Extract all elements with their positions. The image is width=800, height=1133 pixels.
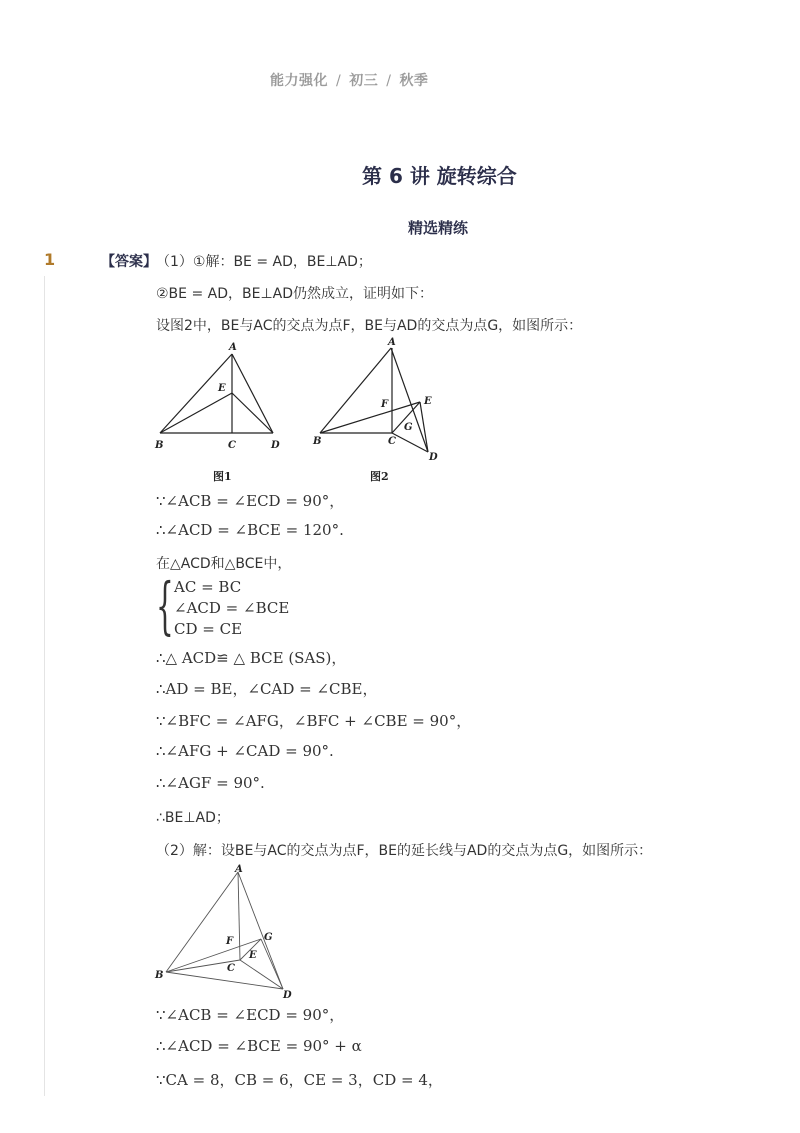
proof-line: ∴△ ACD≌ △ BCE (SAS)， [156,649,347,667]
fig1-caption: 图1 [213,470,232,483]
answer-line: 设图2中，BE与AC的交点为点F，BE与AD的交点为点G，如图所示： [156,318,583,334]
answer-tag: 【答案】 [101,254,157,270]
proof-line: ∴∠ACD = ∠BCE = 90° + α [156,1037,362,1055]
fig2-caption: 图2 [370,470,389,483]
breadcrumb-item: 能力强化 [270,73,328,89]
proof-line: ∵∠ACB = ∠ECD = 90°， [156,492,345,510]
proof-line: ∵CA = 8，CB = 6，CE = 3，CD = 4， [156,1071,443,1089]
margin-rule [44,276,45,1096]
answer-line: ②BE = AD，BE⊥AD仍然成立，证明如下： [156,286,433,302]
fig3-label-e: E [249,950,257,961]
fig2-label-b: B [313,436,322,447]
breadcrumb-separator: / [386,73,392,89]
proof-line: ∵∠ACB = ∠ECD = 90°， [156,1006,345,1024]
proof-line: 在△ACD和△BCE中， [156,556,292,572]
proof-line: ∵∠BFC = ∠AFG，∠BFC + ∠CBE = 90°， [156,712,472,730]
fig2-label-e: E [424,396,432,407]
breadcrumb-item: 秋季 [399,73,429,89]
fig2-label-d: D [429,452,438,463]
fig1-label-e: E [218,383,226,394]
fig2-label-c: C [388,436,396,447]
proof-line: ∴AD = BE，∠CAD = ∠CBE， [156,680,378,698]
system-line: ∠ACD = ∠BCE [174,599,290,617]
lecture-title: 第 6 讲 旋转综合 [362,164,517,188]
breadcrumb-separator: / [336,73,342,89]
answer-line: （1）①解：BE = AD，BE⊥AD； [156,254,372,270]
fig2-label-a: A [388,337,396,348]
fig3-label-c: C [227,963,235,974]
fig2-label-f: F [381,399,389,410]
fig1-label-a: A [229,342,237,353]
fig3-label-f: F [226,936,234,947]
fig3-label-b: B [155,970,164,981]
proof-line: ∴BE⊥AD； [156,810,230,826]
fig1-label-b: B [155,440,164,451]
fig3-label-d: D [283,990,292,1001]
figure-3 [150,862,300,1002]
proof-line: ∴∠ACD = ∠BCE = 120°. [156,521,344,539]
fig1-label-d: D [271,440,280,451]
figure-1 [150,338,290,456]
system-line: AC = BC [174,578,242,596]
breadcrumb [270,70,428,90]
fig3-label-a: A [235,864,243,875]
fig3-label-g: G [264,932,273,943]
fig2-label-g: G [404,422,413,433]
system-line: CD = CE [174,620,243,638]
figure-2 [308,336,448,464]
section-subtitle: 精选精练 [408,219,469,237]
question-number: 1 [44,250,56,269]
proof-line: ∴∠AFG + ∠CAD = 90°. [156,742,334,760]
breadcrumb-item: 初三 [349,73,379,89]
proof-line: ∴∠AGF = 90°. [156,774,265,792]
answer-line: （2）解：设BE与AC的交点为点F，BE的延长线与AD的交点为点G，如图所示： [156,843,653,859]
fig1-label-c: C [228,440,236,451]
system-brace: { [156,569,174,642]
